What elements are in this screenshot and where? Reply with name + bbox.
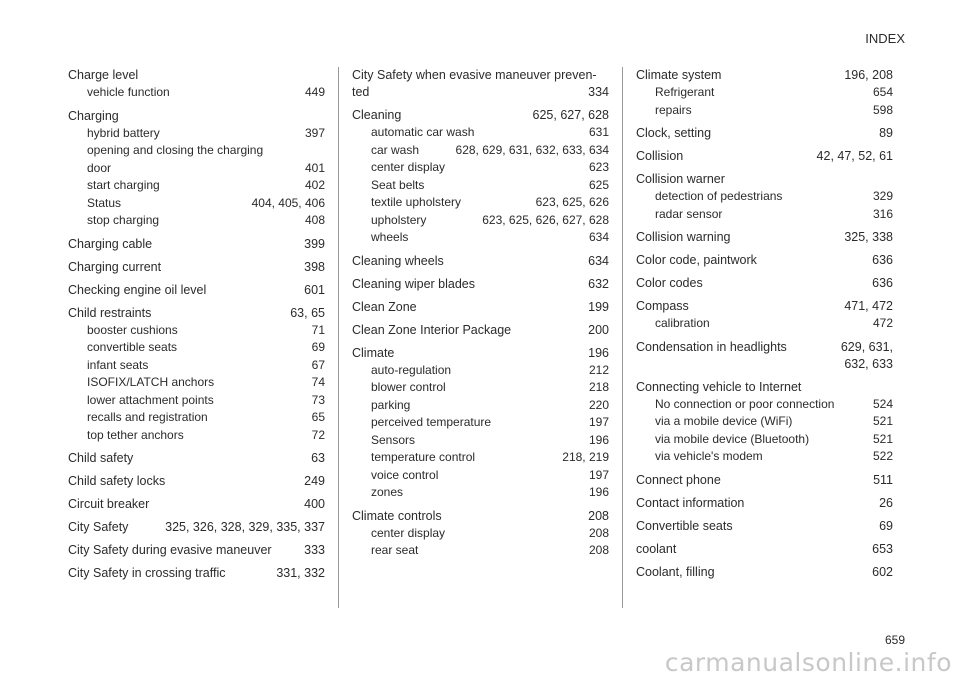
sub-entry-pages: 521 bbox=[872, 431, 893, 446]
entry-pages-continued: 632, 633 bbox=[844, 356, 893, 371]
entry-pages: 42, 47, 52, 61 bbox=[816, 149, 893, 163]
index-entry bbox=[636, 148, 893, 165]
sub-entry-label: textile upholstery bbox=[371, 195, 462, 209]
entry-line bbox=[636, 472, 893, 489]
sub-entries bbox=[636, 315, 893, 333]
sub-entry-label: center display bbox=[371, 160, 446, 174]
index-entry bbox=[636, 564, 893, 581]
sub-entry-pages: 408 bbox=[304, 213, 325, 227]
sub-entry-label: upholstery bbox=[371, 212, 427, 227]
sub-entry bbox=[371, 124, 609, 142]
column-divider bbox=[622, 67, 623, 608]
entry-line bbox=[636, 229, 893, 246]
entry-line bbox=[636, 275, 893, 292]
sub-entry-pages: 197 bbox=[588, 467, 609, 482]
sub-entry bbox=[655, 188, 893, 206]
sub-entry-label: via mobile device (Bluetooth) bbox=[655, 431, 810, 446]
sub-entry bbox=[371, 177, 609, 195]
index-entry bbox=[636, 229, 893, 246]
index-entry bbox=[636, 518, 893, 535]
entry-pages: 601 bbox=[304, 282, 325, 297]
entry-line bbox=[636, 518, 893, 535]
sub-entry-label: via vehicle's modem bbox=[655, 449, 763, 463]
sub-entries bbox=[68, 125, 325, 230]
entry-line bbox=[68, 282, 325, 299]
sub-entries bbox=[68, 322, 325, 445]
entry-line bbox=[636, 339, 893, 356]
sub-entry bbox=[371, 484, 609, 502]
index-entry bbox=[352, 67, 609, 101]
sub-entry-label: center display bbox=[371, 525, 446, 540]
sub-entry-label: radar sensor bbox=[655, 206, 723, 221]
index-entry bbox=[68, 565, 325, 582]
sub-entry-pages: 73 bbox=[311, 392, 325, 407]
column-divider bbox=[338, 67, 339, 608]
entry-line bbox=[352, 322, 609, 339]
sub-entry-pages: 404, 405, 406 bbox=[251, 195, 325, 210]
sub-entry bbox=[655, 448, 893, 466]
sub-entry-pages: 401 bbox=[304, 160, 325, 175]
entry-line bbox=[636, 67, 893, 84]
sub-entry-pages: 521 bbox=[872, 414, 893, 428]
entry-pages: 632 bbox=[588, 276, 609, 291]
entry-label: Checking engine oil level bbox=[68, 282, 207, 297]
sub-entry bbox=[371, 362, 609, 380]
sub-entry-pages: 196 bbox=[588, 432, 609, 447]
entry-pages: 625, 627, 628 bbox=[532, 108, 609, 122]
index-entry bbox=[68, 259, 325, 276]
sub-entries bbox=[636, 188, 893, 223]
sub-entry-label: Status bbox=[87, 195, 122, 210]
index-entry bbox=[68, 519, 325, 536]
sub-entry bbox=[87, 195, 325, 213]
entry-continuation bbox=[636, 356, 893, 373]
entry-label: Connecting vehicle to Internet bbox=[636, 379, 802, 394]
sub-entry bbox=[655, 102, 893, 120]
sub-entry-label: blower control bbox=[371, 380, 446, 394]
sub-entry-label: start charging bbox=[87, 178, 160, 192]
entry-line bbox=[68, 305, 325, 322]
sub-entry-pages: 524 bbox=[872, 396, 893, 411]
sub-entry-label: stop charging bbox=[87, 213, 160, 227]
index-entry bbox=[636, 275, 893, 292]
entry-label: City Safety bbox=[68, 520, 129, 534]
sub-entry bbox=[371, 542, 609, 560]
sub-entry bbox=[371, 212, 609, 230]
index-entry bbox=[68, 450, 325, 467]
sub-entry-pages: 634 bbox=[588, 230, 609, 244]
index-entry bbox=[636, 125, 893, 142]
sub-entry-pages: 522 bbox=[872, 449, 893, 463]
sub-entry-label: opening and closing the charging bbox=[87, 143, 264, 157]
entry-pages: 636 bbox=[872, 276, 893, 290]
index-entry bbox=[636, 298, 893, 333]
entry-line bbox=[352, 508, 609, 525]
entry-line bbox=[68, 542, 325, 559]
index-entry bbox=[352, 276, 609, 293]
entry-label: Charging current bbox=[68, 259, 162, 274]
index-column-2 bbox=[352, 67, 609, 566]
entry-line bbox=[352, 276, 609, 293]
sub-entry-pages: 71 bbox=[311, 322, 325, 337]
entry-label: Convertible seats bbox=[636, 518, 733, 533]
entry-line bbox=[68, 67, 325, 84]
page-number: 659 bbox=[884, 633, 905, 647]
sub-entry-pages: 654 bbox=[872, 85, 893, 99]
sub-entries bbox=[636, 396, 893, 466]
entry-line bbox=[68, 236, 325, 253]
entry-label: City Safety in crossing traffic bbox=[68, 566, 226, 580]
entry-line bbox=[68, 450, 325, 467]
sub-entry bbox=[655, 431, 893, 449]
sub-entry bbox=[655, 396, 893, 414]
sub-entry-label: repairs bbox=[655, 102, 692, 117]
sub-entry bbox=[87, 427, 325, 445]
entry-label: Clock, setting bbox=[636, 126, 712, 140]
sub-entry-label: booster cushions bbox=[87, 322, 178, 337]
sub-entry-pages: 208 bbox=[588, 525, 609, 540]
sub-entry bbox=[87, 392, 325, 410]
entry-pages: 634 bbox=[588, 253, 609, 268]
index-title: INDEX bbox=[865, 31, 905, 46]
sub-entry-pages: 65 bbox=[311, 410, 325, 424]
index-entry bbox=[68, 496, 325, 513]
entry-pages: 63 bbox=[311, 451, 325, 465]
sub-entry bbox=[87, 125, 325, 143]
entry-label: Climate controls bbox=[352, 508, 442, 523]
entry-label: Child restraints bbox=[68, 305, 152, 320]
entry-label: Climate system bbox=[636, 68, 722, 82]
sub-entry bbox=[87, 84, 325, 102]
sub-entry-label: temperature control bbox=[371, 450, 476, 464]
entry-line bbox=[636, 171, 893, 188]
index-entry bbox=[636, 495, 893, 512]
sub-entry bbox=[371, 194, 609, 212]
entry-line bbox=[68, 519, 325, 536]
index-entry bbox=[68, 108, 325, 230]
sub-entry-label: car wash bbox=[371, 142, 420, 157]
entry-pages-continued: 334 bbox=[588, 85, 609, 99]
sub-entry bbox=[371, 449, 609, 467]
sub-entry bbox=[655, 84, 893, 102]
entry-line bbox=[352, 345, 609, 362]
sub-entry bbox=[655, 315, 893, 333]
sub-entry bbox=[371, 159, 609, 177]
sub-entry-label: Refrigerant bbox=[655, 85, 715, 99]
sub-entry bbox=[87, 374, 325, 392]
entry-label: Circuit breaker bbox=[68, 497, 150, 511]
sub-entry-label: No connection or poor connection bbox=[655, 396, 835, 411]
sub-entry bbox=[371, 142, 609, 160]
sub-entry-pages: 69 bbox=[311, 340, 325, 354]
entry-pages: 325, 326, 328, 329, 335, 337 bbox=[165, 520, 325, 534]
sub-entries bbox=[352, 362, 609, 502]
entry-pages: 602 bbox=[872, 564, 893, 579]
sub-entry-label: auto-regulation bbox=[371, 362, 452, 377]
sub-entry-pages: 329 bbox=[872, 189, 893, 203]
sub-entry bbox=[87, 409, 325, 427]
entry-label: Coolant, filling bbox=[636, 564, 715, 579]
index-entry bbox=[636, 252, 893, 269]
index-entry bbox=[68, 282, 325, 299]
entry-line bbox=[636, 495, 893, 512]
index-column-3 bbox=[636, 67, 893, 587]
sub-entry bbox=[655, 206, 893, 224]
sub-entries bbox=[68, 84, 325, 102]
entry-pages: 249 bbox=[304, 474, 325, 488]
sub-entry-label: wheels bbox=[371, 230, 409, 244]
sub-entry-pages: 218 bbox=[588, 380, 609, 394]
watermark: carmanualsonline.info bbox=[664, 648, 952, 677]
sub-entry-label: vehicle function bbox=[87, 85, 170, 99]
sub-entry-label: rear seat bbox=[371, 543, 419, 557]
sub-entry-pages: 72 bbox=[311, 427, 325, 442]
sub-entry-label: detection of pedestrians bbox=[655, 189, 783, 203]
sub-entry-pages: 449 bbox=[304, 85, 325, 99]
entry-label: Connect phone bbox=[636, 472, 721, 487]
index-entry bbox=[352, 508, 609, 560]
entry-line bbox=[352, 107, 609, 124]
sub-entry-pages: 397 bbox=[304, 125, 325, 140]
sub-entries bbox=[352, 124, 609, 247]
sub-entry-pages: 67 bbox=[311, 357, 325, 372]
entry-line bbox=[636, 564, 893, 581]
sub-entry-label: Seat belts bbox=[371, 177, 425, 192]
entry-pages: 196 bbox=[588, 345, 609, 360]
sub-entry-label: ISOFIX/LATCH anchors bbox=[87, 375, 215, 389]
index-entry bbox=[352, 345, 609, 502]
entry-line bbox=[68, 565, 325, 582]
entry-line bbox=[352, 253, 609, 270]
index-entry bbox=[352, 253, 609, 270]
sub-entry bbox=[87, 212, 325, 230]
entry-label: Contact information bbox=[636, 495, 745, 510]
entry-label: Collision warner bbox=[636, 172, 725, 186]
sub-entry bbox=[371, 467, 609, 485]
sub-entry-label: via a mobile device (WiFi) bbox=[655, 414, 793, 428]
entry-label: Clean Zone bbox=[352, 299, 417, 314]
sub-entry bbox=[87, 177, 325, 195]
entry-pages: 636 bbox=[872, 253, 893, 267]
sub-entry-label: calibration bbox=[655, 316, 710, 330]
sub-entry-pages: 623, 625, 626 bbox=[535, 195, 609, 209]
entry-label: Cleaning bbox=[352, 108, 402, 122]
entry-pages: 400 bbox=[304, 497, 325, 511]
index-entry bbox=[636, 472, 893, 489]
sub-entry bbox=[371, 525, 609, 543]
entry-continuation bbox=[352, 84, 609, 101]
sub-entry-pages: 196 bbox=[588, 485, 609, 499]
sub-entry-pages: 598 bbox=[872, 102, 893, 117]
entry-label: Charge level bbox=[68, 68, 139, 82]
sub-entry-label: perceived temperature bbox=[371, 415, 492, 429]
sub-entry bbox=[371, 379, 609, 397]
entry-line bbox=[636, 541, 893, 558]
entry-pages: 399 bbox=[304, 236, 325, 251]
entry-label: Cleaning wheels bbox=[352, 253, 444, 268]
entry-pages: 333 bbox=[304, 543, 325, 557]
entry-label: Color code, paintwork bbox=[636, 253, 757, 267]
sub-entry-pages: 212 bbox=[588, 362, 609, 377]
sub-entries bbox=[352, 525, 609, 560]
entry-label: Charging bbox=[68, 108, 119, 123]
entry-pages: 398 bbox=[304, 259, 325, 274]
index-entry bbox=[68, 236, 325, 253]
entry-pages: 69 bbox=[879, 518, 893, 533]
entry-label: coolant bbox=[636, 541, 677, 556]
entry-pages: 325, 338 bbox=[844, 230, 893, 244]
entry-line bbox=[68, 108, 325, 125]
entry-label: City Safety during evasive maneuver bbox=[68, 543, 272, 557]
entry-label-continued: ted bbox=[352, 85, 370, 99]
index-entry bbox=[68, 473, 325, 490]
entry-line bbox=[636, 379, 893, 396]
entry-label: Compass bbox=[636, 299, 689, 313]
sub-entry-label: automatic car wash bbox=[371, 125, 475, 139]
sub-entry-label: zones bbox=[371, 485, 404, 499]
sub-entry-label: convertible seats bbox=[87, 340, 178, 354]
sub-entry bbox=[87, 339, 325, 357]
index-entry bbox=[352, 299, 609, 316]
entry-line bbox=[352, 67, 609, 84]
index-entry bbox=[352, 322, 609, 339]
index-entry bbox=[636, 339, 893, 373]
sub-entry-label: top tether anchors bbox=[87, 427, 184, 442]
sub-entry-pages: 623, 625, 626, 627, 628 bbox=[482, 212, 609, 227]
entry-line bbox=[68, 473, 325, 490]
entry-pages: 196, 208 bbox=[844, 68, 893, 82]
sub-entry bbox=[371, 397, 609, 415]
index-entry bbox=[352, 107, 609, 247]
sub-entry-pages: 74 bbox=[311, 375, 325, 389]
sub-entry-label: door bbox=[87, 160, 112, 175]
entry-line bbox=[636, 148, 893, 165]
index-entry bbox=[68, 67, 325, 102]
entry-label: Condensation in headlights bbox=[636, 339, 787, 354]
sub-entry-pages: 623 bbox=[588, 160, 609, 174]
entry-line bbox=[636, 252, 893, 269]
sub-entry-label: parking bbox=[371, 397, 411, 412]
index-entry bbox=[636, 67, 893, 119]
sub-entries bbox=[636, 84, 893, 119]
sub-entry-pages: 316 bbox=[872, 206, 893, 221]
sub-entry bbox=[371, 229, 609, 247]
sub-entry bbox=[371, 414, 609, 432]
sub-entry-label: voice control bbox=[371, 467, 439, 482]
entry-line bbox=[352, 299, 609, 316]
sub-entry-label: recalls and registration bbox=[87, 410, 208, 424]
sub-entry bbox=[655, 413, 893, 431]
entry-label: Child safety bbox=[68, 451, 134, 465]
entry-pages: 653 bbox=[872, 541, 893, 556]
entry-label: Collision bbox=[636, 149, 684, 163]
entry-label: City Safety when evasive maneuver preven- bbox=[352, 68, 597, 82]
sub-entry bbox=[87, 142, 325, 160]
sub-entry-label: Sensors bbox=[371, 432, 416, 447]
sub-entry-label: lower attachment points bbox=[87, 392, 214, 407]
entry-label: Climate bbox=[352, 345, 395, 360]
entry-pages: 89 bbox=[879, 126, 893, 140]
entry-pages: 208 bbox=[588, 508, 609, 523]
entry-pages: 511 bbox=[873, 472, 893, 487]
entry-label: Child safety locks bbox=[68, 474, 166, 488]
sub-entry-pages: 472 bbox=[872, 316, 893, 330]
entry-label: Clean Zone Interior Package bbox=[352, 322, 512, 337]
sub-entry-pages: 631 bbox=[588, 125, 609, 139]
entry-pages: 199 bbox=[588, 299, 609, 314]
entry-pages: 331, 332 bbox=[276, 566, 325, 580]
entry-pages: 200 bbox=[588, 322, 609, 337]
entry-pages: 26 bbox=[879, 495, 893, 510]
sub-entry-label: infant seats bbox=[87, 357, 149, 372]
sub-entry bbox=[371, 432, 609, 450]
sub-entry bbox=[87, 160, 325, 178]
entry-pages: 629, 631, bbox=[840, 339, 893, 354]
entry-label: Collision warning bbox=[636, 230, 731, 244]
index-entry bbox=[636, 541, 893, 558]
index-column-1 bbox=[68, 67, 325, 588]
entry-label: Color codes bbox=[636, 276, 703, 290]
sub-entry-pages: 220 bbox=[588, 397, 609, 412]
sub-entry-label: hybrid battery bbox=[87, 125, 160, 140]
sub-entry-pages: 218, 219 bbox=[562, 450, 609, 464]
sub-entry-pages: 197 bbox=[588, 415, 609, 429]
sub-entry bbox=[87, 357, 325, 375]
index-entry bbox=[636, 171, 893, 223]
entry-label: Cleaning wiper blades bbox=[352, 276, 475, 291]
sub-entry-pages: 208 bbox=[588, 543, 609, 557]
index-entry bbox=[68, 305, 325, 445]
sub-entry-pages: 402 bbox=[304, 178, 325, 192]
entry-line bbox=[68, 496, 325, 513]
index-entry bbox=[636, 379, 893, 466]
sub-entry-pages: 628, 629, 631, 632, 633, 634 bbox=[455, 142, 609, 157]
sub-entry bbox=[87, 322, 325, 340]
entry-line bbox=[636, 125, 893, 142]
entry-line bbox=[68, 259, 325, 276]
index-entry bbox=[68, 542, 325, 559]
entry-pages: 63, 65 bbox=[290, 305, 325, 320]
entry-label: Charging cable bbox=[68, 236, 153, 251]
entry-line bbox=[636, 298, 893, 315]
entry-pages: 471, 472 bbox=[844, 299, 893, 313]
sub-entry-pages: 625 bbox=[588, 177, 609, 192]
